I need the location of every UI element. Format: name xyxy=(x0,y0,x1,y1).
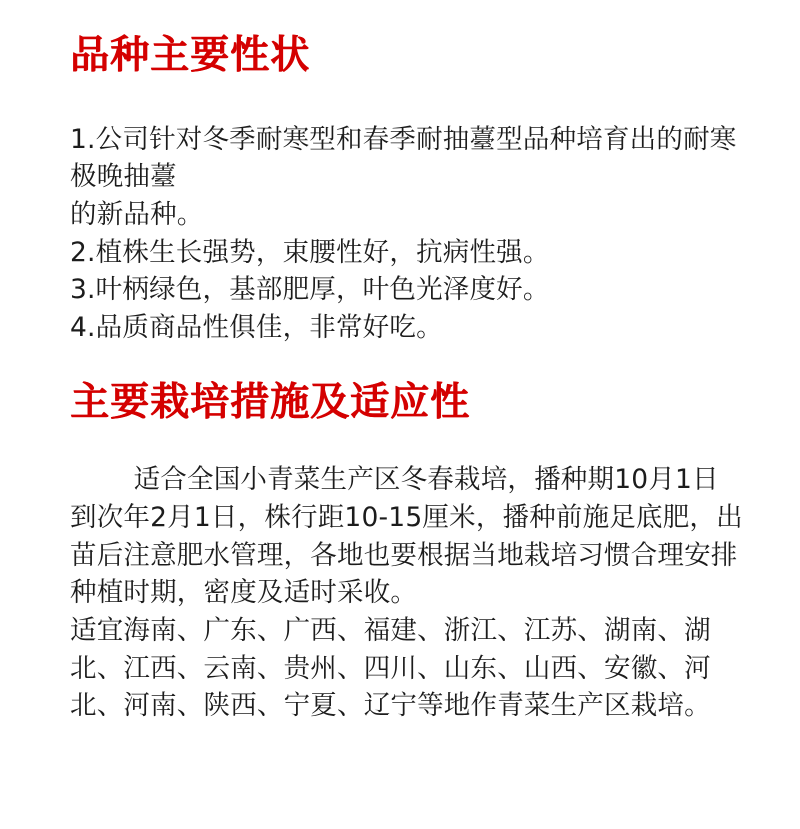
paragraph: 4.品质商品性俱佳，非常好吃。 xyxy=(70,311,443,343)
section-body-cultivation-measures xyxy=(70,461,744,724)
paragraph: 2.植株生长强势，束腰性好，抗病性强。 xyxy=(70,236,550,268)
section-body-variety-traits xyxy=(70,121,744,347)
paragraph: 3.叶柄绿色，基部肥厚，叶色光泽度好。 xyxy=(70,274,550,306)
section-heading-cultivation-measures: 主要栽培措施及适应性 xyxy=(70,379,471,425)
paragraph: 适宜海南、广东、广西、福建、浙江、江苏、湖南、湖北、江西、云南、贵州、四川、山东、山西、安徽、河北、河南、陕西、宁夏、辽宁等地作青菜生产区栽培。 xyxy=(70,614,711,722)
paragraph: 1.公司针对冬季耐寒型和春季耐抽薹型品种培育出的耐寒极晚抽薹 xyxy=(70,123,737,193)
section-heading-variety-traits: 品种主要性状 xyxy=(70,33,311,78)
paragraph: 适合全国小青菜生产区冬春栽培，播种期10月1日到次年2月1日，株行距10-15厘米，播种前施足底肥，出苗后注意肥水管理，各地也要根据当地栽培习惯合理安排种植时期，密度及适时采收。 xyxy=(70,464,743,609)
paragraph: 的新品种。 xyxy=(70,199,204,231)
